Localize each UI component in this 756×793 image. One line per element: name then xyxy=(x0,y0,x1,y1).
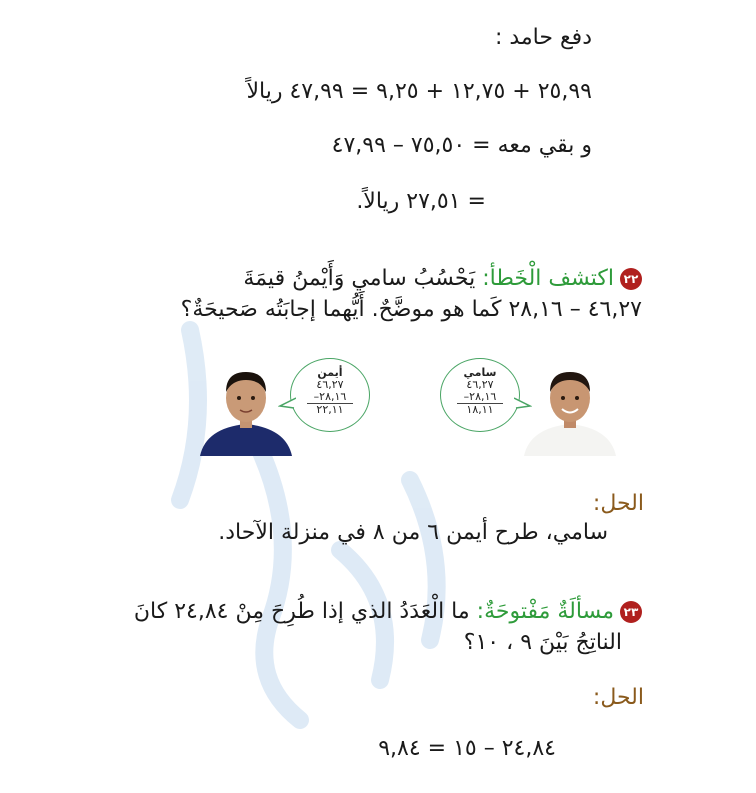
ayman-calc-result: ٢٢,١١ xyxy=(316,403,344,416)
remaining-equation: و بقي معه = ٧٥,٥٠ – ٤٧,٩٩ xyxy=(331,133,592,158)
sami-calc-line2: ٢٨,١٦– xyxy=(463,390,497,403)
sami-calc-line1: ٤٦,٢٧ xyxy=(466,378,494,391)
payment-heading: دفع حامد : xyxy=(494,25,592,50)
remaining-result: = ٢٧,٥١ ريالاً. xyxy=(356,189,486,214)
solution-23-label: الحل: xyxy=(592,685,644,710)
question-22-line2: ٤٦,٢٧ – ٢٨,١٦ كَما هو موضَّحٌ. أَيُّهما إجابَتُه صَحيحَةٌ؟ xyxy=(180,297,642,322)
question-23-text-1: ما الْعَدَدُ الذي إذا طُرِحَ مِنْ ٢٤,٨٤ كانَ xyxy=(133,599,477,624)
ayman-calc-line2: ٢٨,١٦– xyxy=(313,390,347,403)
question-23-line2: الناتِجُ بَيْنَ ٩ ، ١٠؟ xyxy=(463,630,622,655)
question-22-number: ٢٢ xyxy=(620,268,642,290)
ayman-speech-bubble xyxy=(290,358,370,432)
sami-bubble-tail xyxy=(514,396,532,410)
solution-22-label: الحل: xyxy=(592,491,644,516)
question-23-line1 xyxy=(134,597,642,627)
question-23-title: مسألَةٌ مَفْتوحَةٌ: xyxy=(476,599,614,624)
solution-23-equation: ٢٤,٨٤ – ١٥ = ٩,٨٤ xyxy=(378,736,556,761)
sami-name: سامي xyxy=(463,366,497,379)
ayman-calc-line1: ٤٦,٢٧ xyxy=(316,378,344,391)
sami-photo xyxy=(524,364,616,456)
ayman-name: أيمن xyxy=(317,366,343,379)
question-22-text-1: يَحْسُبُ سامي وَأَيْمنُ قيمَةَ xyxy=(243,266,483,291)
question-22-title: اكتشف الْخَطأ: xyxy=(482,266,614,291)
solution-22-text: سامي، طرح أيمن ٦ من ٨ في منزلة الآحاد. xyxy=(218,520,608,545)
sum-equation: ٢٥,٩٩ + ١٢,٧٥ + ٩,٢٥ = ٤٧,٩٩ ريالاً xyxy=(246,79,592,104)
question-22-line1 xyxy=(243,264,642,294)
ayman-bubble-tail xyxy=(278,396,296,410)
sami-speech-bubble xyxy=(440,358,520,432)
ayman-photo xyxy=(200,364,292,456)
question-23-number: ٢٣ xyxy=(620,601,642,623)
sami-calc-result: ١٨,١١ xyxy=(466,403,494,416)
